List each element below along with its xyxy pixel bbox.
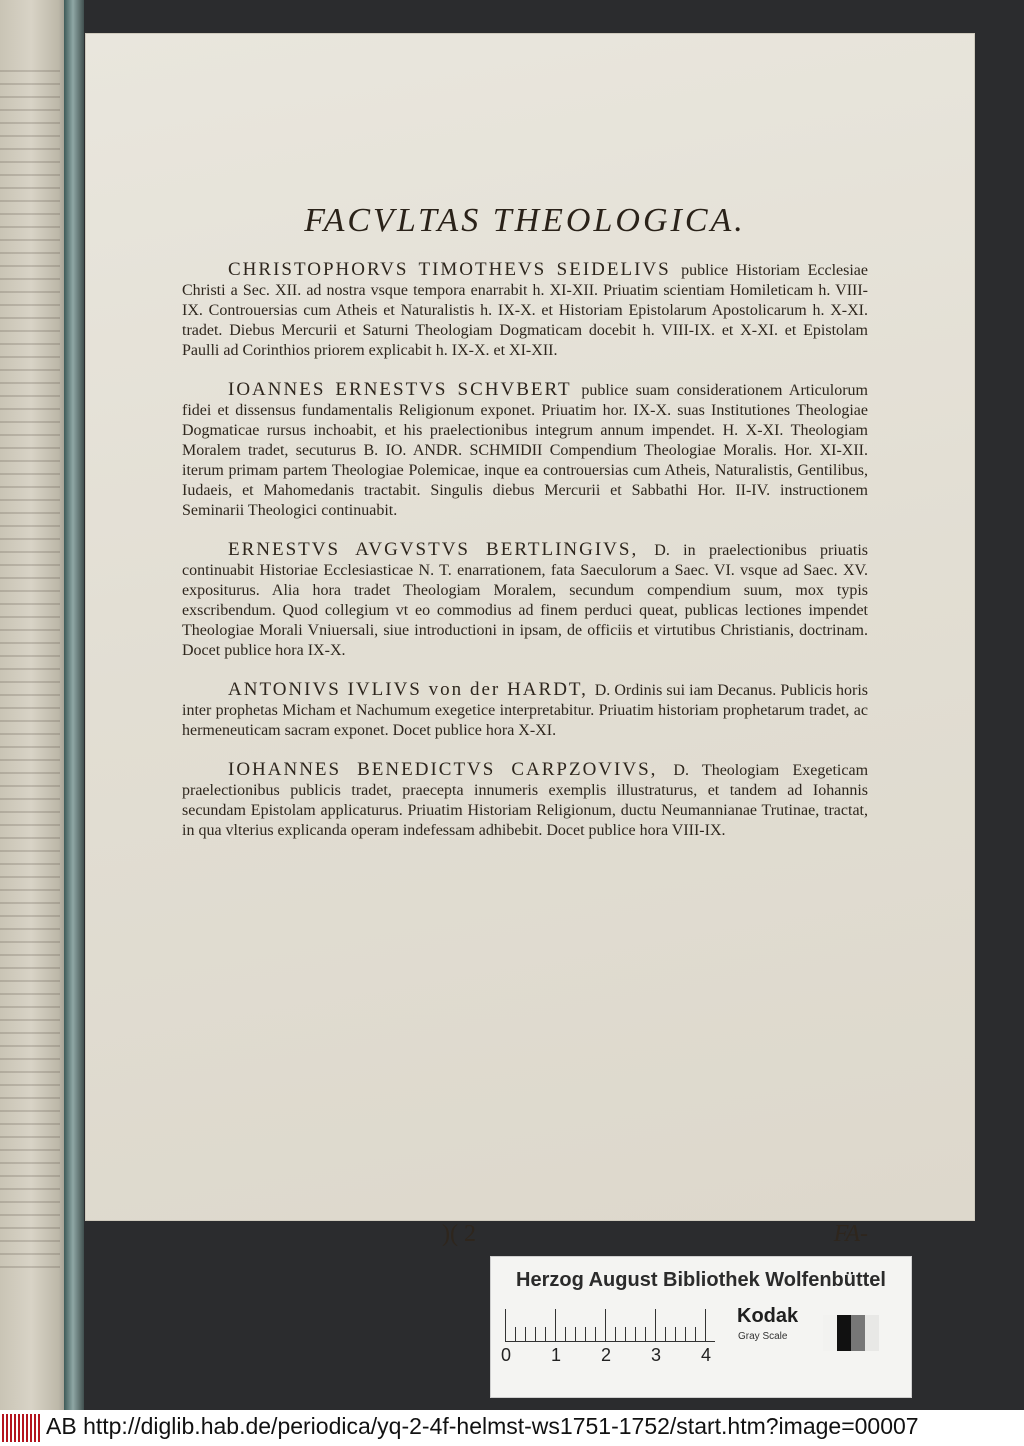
entry-schubert	[182, 380, 868, 521]
ruler-tick	[635, 1327, 636, 1341]
barcode-icon	[2, 1414, 42, 1442]
ruler-tick	[625, 1327, 626, 1341]
gray-scale-caption: Gray Scale	[738, 1331, 788, 1342]
ruler-tick	[645, 1327, 646, 1341]
gray-scale-patches	[823, 1315, 879, 1351]
gray-patch	[837, 1315, 851, 1351]
ruler-number: 1	[551, 1345, 562, 1365]
previous-page-text-fragment	[0, 70, 60, 1270]
gray-patch	[851, 1315, 865, 1351]
ruler-number: 3	[651, 1345, 662, 1365]
ruler-tick	[545, 1327, 546, 1341]
ruler-number: 2	[601, 1345, 612, 1365]
ruler-tick	[575, 1327, 576, 1341]
source-url: AB http://diglib.hab.de/periodica/yq-2-4f-helmst-ws1751-1752/start.htm?image=00007	[46, 1413, 919, 1439]
book-spine	[64, 0, 84, 1410]
gray-patch	[865, 1315, 879, 1351]
kodak-brand: Kodak	[737, 1305, 799, 1327]
entry-seidelius	[182, 260, 868, 361]
ruler-tick	[535, 1327, 536, 1341]
ruler-number: 4	[701, 1345, 712, 1365]
ruler-tick	[705, 1309, 706, 1341]
centimeter-ruler	[505, 1309, 715, 1342]
ruler-tick	[615, 1327, 616, 1341]
professor-name: IOANNES ERNESTVS SCHVBERT	[228, 379, 582, 400]
ruler-tick	[695, 1327, 696, 1341]
entry-von-der-hardt	[182, 680, 868, 741]
entry-carpzovius	[182, 760, 868, 841]
ruler-tick	[595, 1327, 596, 1341]
ruler-tick	[565, 1327, 566, 1341]
entry-text: D. Ordinis sui iam Decanus. Publicis horis inter prophetas Micham et Nachumum exegetice interpretabitur. Priuatim historiam prophetarum tradet, ac hermeneuticam sacram exponet. Docet publice hora X-XI.	[182, 682, 868, 739]
ruler-tick	[605, 1309, 606, 1341]
page-heading: FACVLTAS THEOLOGICA.	[304, 202, 746, 239]
signature-mark: )( 2	[442, 1221, 476, 1247]
entry-text: D. Theologiam Exegeticam praelectionibus publicis tradet, praecepta innumeris exemplis illustraturus, et tandem ad Iohannis secundam Epistolam applicaturus. Priuatim Historiam Religionum, ductu Neumannianae Trutinae, tractat, in qua vlterius explicanda operam indefessam adhibebit. Docet publice hora VIII-IX.	[182, 762, 869, 839]
page-content	[182, 200, 869, 1247]
ruler-tick	[685, 1327, 686, 1341]
library-name: Herzog August Bibliothek Wolfenbüttel	[516, 1269, 886, 1291]
entry-text: D. in praelectionibus priuatis continuabit Historiae Ecclesiasticae N. T. enarrationem, fata Saeculorum a Saec. VI. vsque ad Saec. XV. expositurus. Alia hora tradet Theologiam Moralem, secundum compendium suum, mox typis exscribendum. Quod collegium vt eo commodius ad finem perduci queat, publicas lectiones impendet Theologiae Morali Vniuersali, siue introductioni in ipsam, de officiis et virtutibus Christianis, doctrinam. Docet publice hora IX-X.	[182, 542, 869, 659]
ruler-tick	[525, 1327, 526, 1341]
entry-text: publice suam considerationem Articulorum fidei et dissensus fundamentalis Religionum exponet. Priuatim hor. IX-X. suas Institutiones Theologiae Dogmaticae rursus inchoabit, et his praelectionibus integrum annum impendet. H. X-XI. Theologiam Moralem tradet, secuturus B. IO. ANDR. SCHMIDII Compendium Theologiae Moralis. Hor. XI-XII. iterum primam partem Theologiae Polemicae, inque ea controuersias cum Atheis, Naturalistis, Gentilibus, Iudaeis, et Mahomedanis tractabit. Singulis diebus Mercurii et Sabbathi Hor. II-IV. instructionem Seminarii Theologici continuabit.	[182, 382, 868, 519]
ruler-tick	[675, 1327, 676, 1341]
ruler-tick	[585, 1327, 586, 1341]
professor-name: ERNESTVS AVGVSTVS BERTLINGIVS,	[228, 539, 655, 560]
ruler-tick	[665, 1327, 666, 1341]
library-color-bar-label	[490, 1256, 912, 1398]
gray-patch	[823, 1315, 837, 1351]
professor-name: ANTONIVS IVLIVS von der HARDT,	[228, 679, 595, 700]
ruler-tick	[505, 1309, 506, 1341]
ruler-tick	[515, 1327, 516, 1341]
ruler-numbers	[499, 1345, 729, 1369]
page-footer	[182, 1221, 868, 1254]
catchword: FA-	[833, 1221, 868, 1247]
ruler-tick	[555, 1309, 556, 1341]
entry-bertlingius	[182, 540, 868, 661]
entry-text: publice Historiam Ecclesiae Christi a Sec. XII. ad nostra vsque tempora enarrabit h. XI-XII. Priuatim scientiam Homileticam h. VIII-IX. Controuersias cum Atheis et Naturalistis h. IX-X. et Historiam Epistolarum Apostolicarum h. X-XI. tradet. Diebus Mercurii et Saturni Theologiam Dogmaticam docebit h. VIII-IX. et X-XI. et Epistolam Paulli ad Corinthios priorem explicabit h. IX-X. et XI-XII.	[182, 262, 868, 359]
ruler-number: 0	[501, 1345, 512, 1365]
ruler-tick	[655, 1309, 656, 1341]
professor-name: CHRISTOPHORVS TIMOTHEVS SEIDELIVS	[228, 259, 682, 280]
scanned-page	[86, 34, 974, 1247]
professor-name: IOHANNES BENEDICTVS CARPZOVIVS,	[228, 759, 674, 780]
